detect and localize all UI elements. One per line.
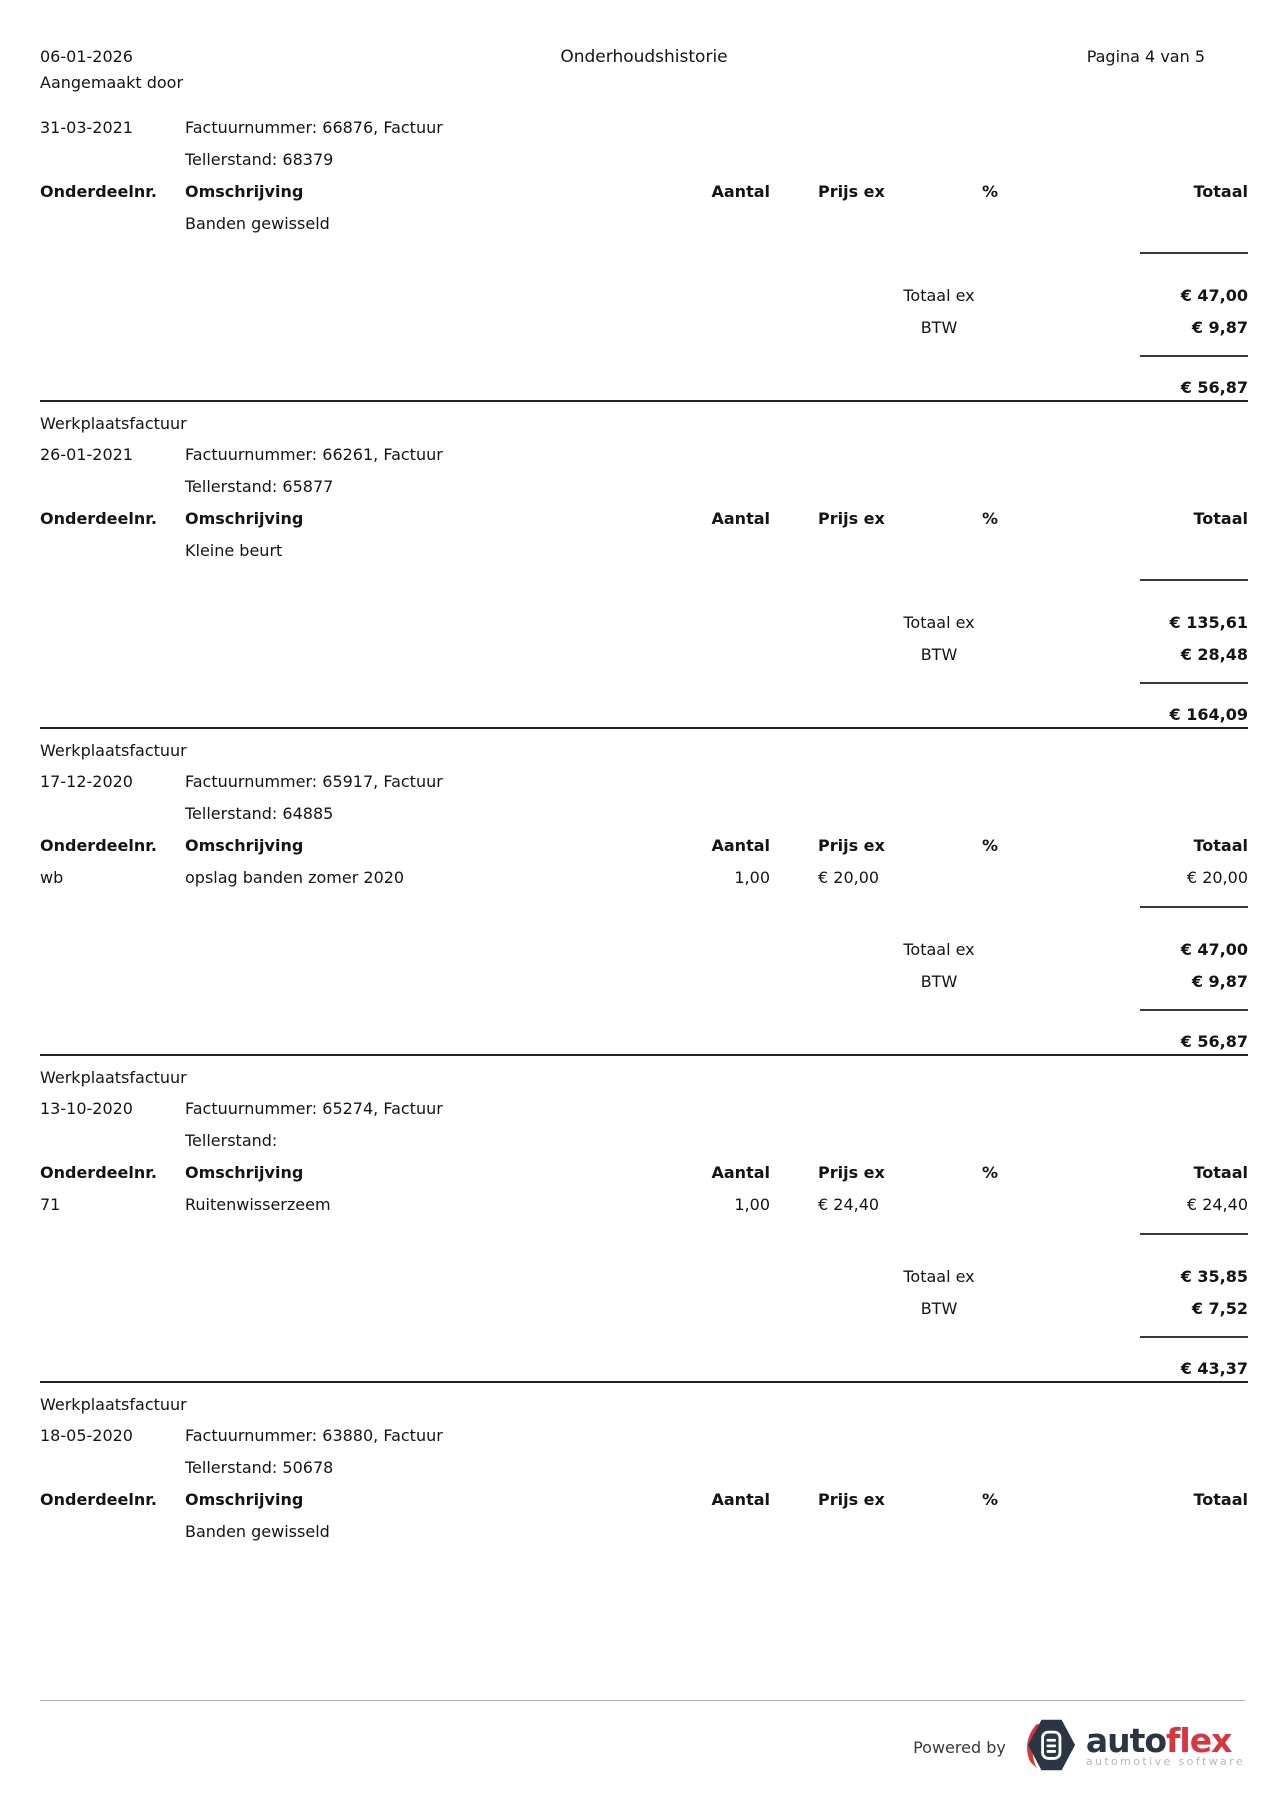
invoice-number-line: Factuurnummer: 65917, Factuur [185,772,443,791]
item-part [40,209,185,239]
grand-total-value: € 43,37 [1180,1359,1248,1378]
column-header-quantity: Aantal [711,1163,770,1182]
column-header-total: Totaal [1193,509,1248,528]
item-part [40,1517,185,1547]
footer-rule [40,1700,1245,1701]
item-quantity [680,1517,770,1547]
invoice-type-label: Werkplaatsfactuur [40,1068,187,1087]
logo-word-flex: flex [1166,1721,1232,1760]
table-header-row [40,177,1248,207]
table-header-row [40,504,1248,534]
invoice-type-label: Werkplaatsfactuur [40,1395,187,1414]
vat-label: BTW [920,645,958,664]
logo-word-auto: auto [1085,1721,1167,1760]
column-header-part: Onderdeelnr. [40,182,157,201]
page-title: Onderhoudshistorie [560,47,728,67]
table-header-row [40,831,1248,861]
column-header-part: Onderdeelnr. [40,1490,157,1509]
subtotal-row [40,1262,1248,1292]
subtotal-row [40,608,1248,638]
column-header-quantity: Aantal [711,1490,770,1509]
invoice-odometer-line: Tellerstand: 65877 [185,477,334,496]
logo-tagline: automotive software [1085,1755,1245,1768]
vat-label: BTW [920,972,958,991]
vat-value: € 7,52 [1191,1299,1248,1318]
subtotal-row [40,935,1248,965]
header-date: 06-01-2026 [40,47,133,66]
item-description: Kleine beurt [185,541,283,560]
invoice-separator-rule [40,727,1248,729]
item-total: € 24,40 [1186,1195,1248,1214]
invoice-item-row [40,209,1248,239]
invoice-date: 18-05-2020 [40,1426,133,1445]
column-header-quantity: Aantal [711,509,770,528]
totals-rule [1140,252,1248,254]
document-footer [0,1700,1280,1777]
column-header-quantity: Aantal [711,836,770,855]
vat-label: BTW [920,1299,958,1318]
invoice-section [40,113,1248,399]
subtotal-label: Totaal ex [903,613,975,632]
subtotal-value: € 135,61 [1169,613,1248,632]
item-total [1090,536,1248,566]
invoice-number-line: Factuurnummer: 63880, Factuur [185,1426,443,1445]
invoice-item-row [40,1190,1248,1220]
grand-total-value: € 56,87 [1180,378,1248,397]
item-percent [890,863,1090,893]
column-header-price-ex: Prijs ex [818,1490,885,1509]
invoice-section [40,727,1248,1053]
column-header-description: Omschrijving [185,1490,304,1509]
item-price [770,536,890,566]
invoice-list [40,113,1248,1547]
invoice-type-label: Werkplaatsfactuur [40,414,187,433]
invoice-date: 17-12-2020 [40,772,133,791]
column-header-part: Onderdeelnr. [40,1163,157,1182]
item-price [770,1517,890,1547]
vat-value: € 28,48 [1180,645,1248,664]
page-number: Pagina 4 van 5 [1086,47,1205,66]
column-header-price-ex: Prijs ex [818,1163,885,1182]
subtotal-label: Totaal ex [903,1267,975,1286]
invoice-date: 13-10-2020 [40,1099,133,1118]
vat-value: € 9,87 [1191,318,1248,337]
document-header [40,0,1248,100]
column-header-percent: % [981,1490,999,1509]
column-header-total: Totaal [1193,836,1248,855]
invoice-section [40,1054,1248,1380]
grand-total-value: € 164,09 [1169,705,1248,724]
invoice-number-line: Factuurnummer: 66876, Factuur [185,118,443,137]
subtotal-label: Totaal ex [903,286,975,305]
column-header-quantity: Aantal [711,182,770,201]
powered-by-text: Powered by [913,1737,1006,1757]
column-header-part: Onderdeelnr. [40,509,157,528]
item-percent [890,1190,1090,1220]
subtotal-value: € 47,00 [1180,286,1248,305]
item-price: € 20,00 [818,868,880,887]
header-created-by: Aangemaakt door [40,73,184,92]
item-total [1090,1517,1248,1547]
invoice-odometer-line: Tellerstand: 50678 [185,1458,334,1477]
item-part: 71 [40,1195,61,1214]
column-header-total: Totaal [1193,1163,1248,1182]
item-description: Banden gewisseld [185,1522,330,1541]
invoice-item-row [40,1517,1248,1547]
item-description: opslag banden zomer 2020 [185,868,405,887]
totals-rule [1140,906,1248,908]
grand-total-rule [1140,1009,1248,1011]
item-quantity: 1,00 [734,1195,770,1214]
column-header-price-ex: Prijs ex [818,509,885,528]
column-header-percent: % [981,836,999,855]
column-header-description: Omschrijving [185,836,304,855]
invoice-odometer-line: Tellerstand: 68379 [185,150,334,169]
invoice-separator-rule [40,1054,1248,1056]
item-description: Banden gewisseld [185,214,330,233]
item-quantity: 1,00 [734,868,770,887]
invoice-number-line: Factuurnummer: 65274, Factuur [185,1099,443,1118]
item-price [770,209,890,239]
column-header-total: Totaal [1193,182,1248,201]
grand-total-value: € 56,87 [1180,1032,1248,1051]
item-part: wb [40,868,64,887]
vat-value: € 9,87 [1191,972,1248,991]
item-quantity [680,536,770,566]
item-total: € 20,00 [1186,868,1248,887]
invoice-item-row [40,536,1248,566]
item-description: Ruitenwisserzeem [185,1195,331,1214]
item-part [40,536,185,566]
invoice-odometer-line: Tellerstand: [185,1131,278,1150]
vat-row [40,1294,1248,1324]
subtotal-label: Totaal ex [903,940,975,959]
invoice-section [40,400,1248,726]
item-percent [890,1517,1090,1547]
vat-label: BTW [920,318,958,337]
invoice-section [40,1381,1248,1547]
invoice-date: 31-03-2021 [40,118,133,137]
subtotal-value: € 47,00 [1180,940,1248,959]
grand-total-rule [1140,355,1248,357]
vat-row [40,640,1248,670]
column-header-description: Omschrijving [185,509,304,528]
grand-total-rule [1140,1336,1248,1338]
item-quantity [680,209,770,239]
subtotal-row [40,281,1248,311]
invoice-item-row [40,863,1248,893]
grand-total-rule [1140,682,1248,684]
invoice-number-line: Factuurnummer: 66261, Factuur [185,445,443,464]
column-header-part: Onderdeelnr. [40,836,157,855]
hexagon-logo-icon [1023,1717,1079,1777]
item-price: € 24,40 [818,1195,880,1214]
table-header-row [40,1485,1248,1515]
totals-rule [1140,1233,1248,1235]
vat-row [40,967,1248,997]
column-header-description: Omschrijving [185,182,304,201]
column-header-price-ex: Prijs ex [818,182,885,201]
vat-row [40,313,1248,343]
table-header-row [40,1158,1248,1188]
invoice-separator-rule [40,1381,1248,1383]
invoice-date: 26-01-2021 [40,445,133,464]
totals-rule [1140,579,1248,581]
item-percent [890,536,1090,566]
invoice-type-label: Werkplaatsfactuur [40,741,187,760]
invoice-odometer-line: Tellerstand: 64885 [185,804,334,823]
column-header-description: Omschrijving [185,1163,304,1182]
column-header-percent: % [981,182,999,201]
column-header-price-ex: Prijs ex [818,836,885,855]
column-header-total: Totaal [1193,1490,1248,1509]
autoflex-logo [1023,1717,1245,1777]
item-total [1090,209,1248,239]
item-percent [890,209,1090,239]
column-header-percent: % [981,1163,999,1182]
column-header-percent: % [981,509,999,528]
invoice-separator-rule [40,400,1248,402]
subtotal-value: € 35,85 [1180,1267,1248,1286]
